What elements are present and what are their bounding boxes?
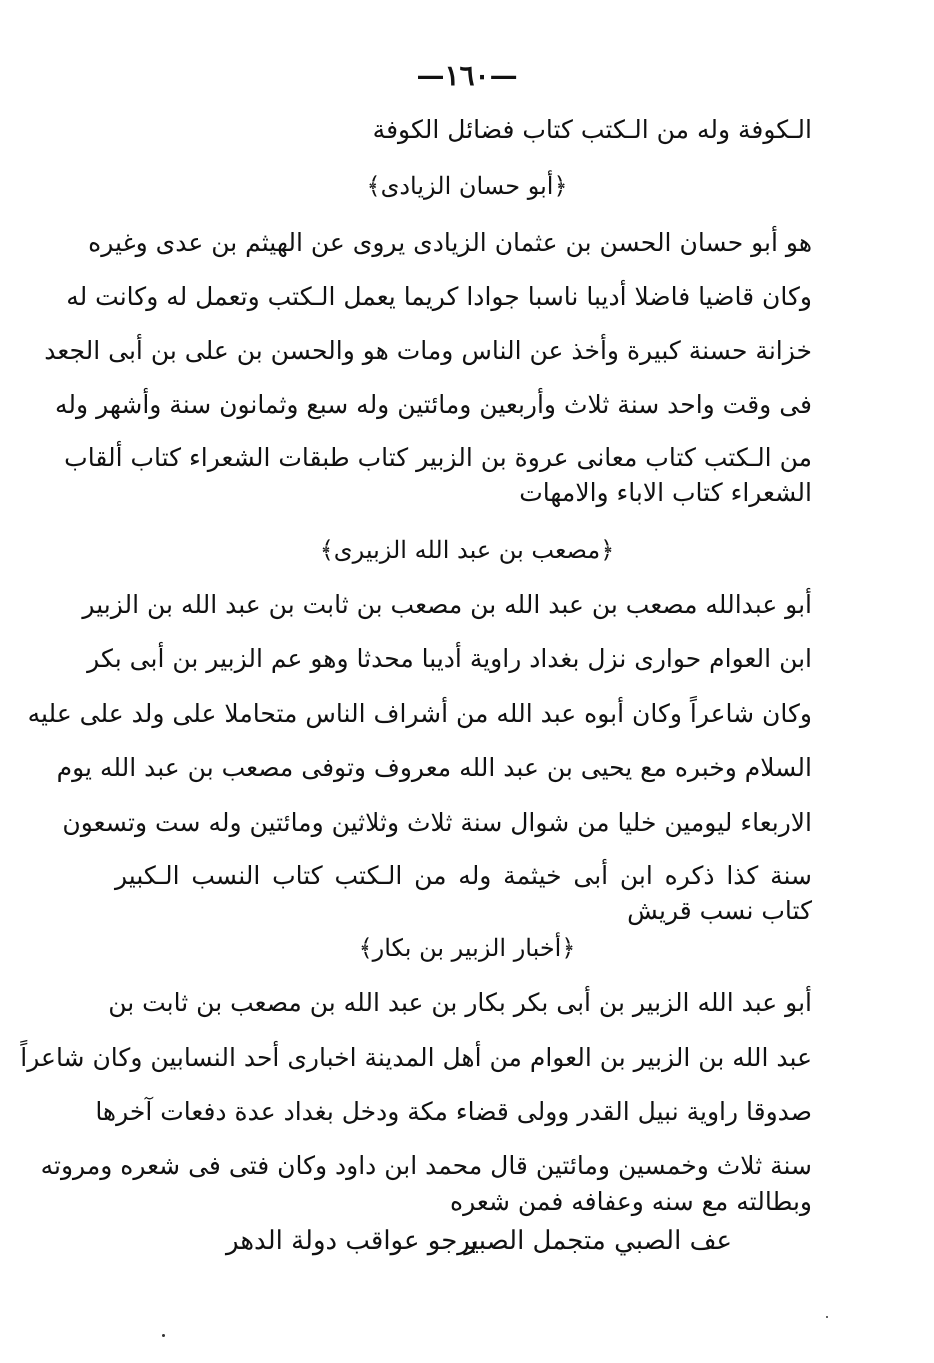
section-heading-musab: ﴿مصعب بن عبد الله الزبيرى﴾	[319, 536, 615, 564]
scan-speck	[826, 1316, 828, 1318]
text-line: سنة ثلاث وخمسين ومائتين قال محمد ابن داود وكان فتى فى شعره ومروته	[40, 1151, 812, 1180]
verse-first-hemistich: عف الصبي متجمل الصبر	[464, 1226, 732, 1256]
text-line: السلام وخبره مع يحيى بن عبد الله معروف وتوفى مصعب بن عبد الله يوم	[56, 753, 812, 782]
verse-second-hemistich: يرجو عواقب دولة الدهر	[226, 1226, 479, 1256]
text-line: وكان شاعراً وكان أبوه عبد الله من أشراف الناس متحاملا على ولد على عليه	[27, 699, 812, 728]
text-line: هو أبو حسان الحسن بن عثمان الزيادى يروى عن الهيثم بن عدى وغيره	[88, 228, 812, 257]
text-line: عبد الله بن الزبير بن العوام من أهل المدينة اخبارى أحد النسابين وكان شاعراً	[20, 1043, 812, 1072]
text-line: الـكوفة وله من الـكتب كتاب فضائل الكوفة	[372, 115, 812, 144]
text-line: صدوقا راوية نبيل القدر وولى قضاء مكة ودخل بغداد عدة دفعات آخرها	[95, 1097, 812, 1126]
section-heading-abu-hassan: ﴿أبو حسان الزيادى﴾	[366, 172, 568, 200]
text-line: وكان قاضيا فاضلا أديبا ناسبا جوادا كريما يعمل الـكتب وتعمل له وكانت له	[66, 282, 812, 311]
scan-speck	[162, 1334, 165, 1337]
text-line: ابن العوام حوارى نزل بغداد راوية أديبا محدثا وهو عم الزبير بن أبى بكر	[87, 644, 812, 673]
text-line: أبو عبد الله الزبير بن أبى بكر بكار بن عبد الله بن مصعب بن ثابت بن	[108, 988, 812, 1017]
text-line: كتاب نسب قريش	[627, 896, 812, 925]
page-number: —١٦٠—	[416, 59, 518, 92]
text-line: وبطالته مع سنه وعفافه فمن شعره	[450, 1187, 812, 1216]
text-line: الشعراء كتاب الاباء والامهات	[519, 478, 812, 507]
section-heading-zubayr-ibn-bakkar: ﴿أخبار الزبير بن بكار﴾	[358, 934, 576, 962]
text-line: الاربعاء ليومين خليا من شوال سنة ثلاث وثلاثين ومائتين وله ست وتسعون	[62, 808, 812, 837]
text-line: فى وقت واحد سنة ثلاث وأربعين ومائتين وله سبع وثمانون سنة وأشهر وله	[55, 390, 812, 419]
text-line: أبو عبدالله مصعب بن عبد الله بن مصعب بن ثابت بن عبد الله بن الزبير	[82, 590, 812, 619]
text-line: سنة كذا ذكره ابن أبى خيثمة وله من الـكتب كتاب النسب الـكبير	[115, 861, 812, 890]
text-line: من الـكتب كتاب معانى عروة بن الزبير كتاب طبقات الشعراء كتاب ألقاب	[64, 443, 812, 472]
text-line: خزانة حسنة كبيرة وأخذ عن الناس ومات هو والحسن بن على بن أبى الجعد	[44, 336, 812, 365]
